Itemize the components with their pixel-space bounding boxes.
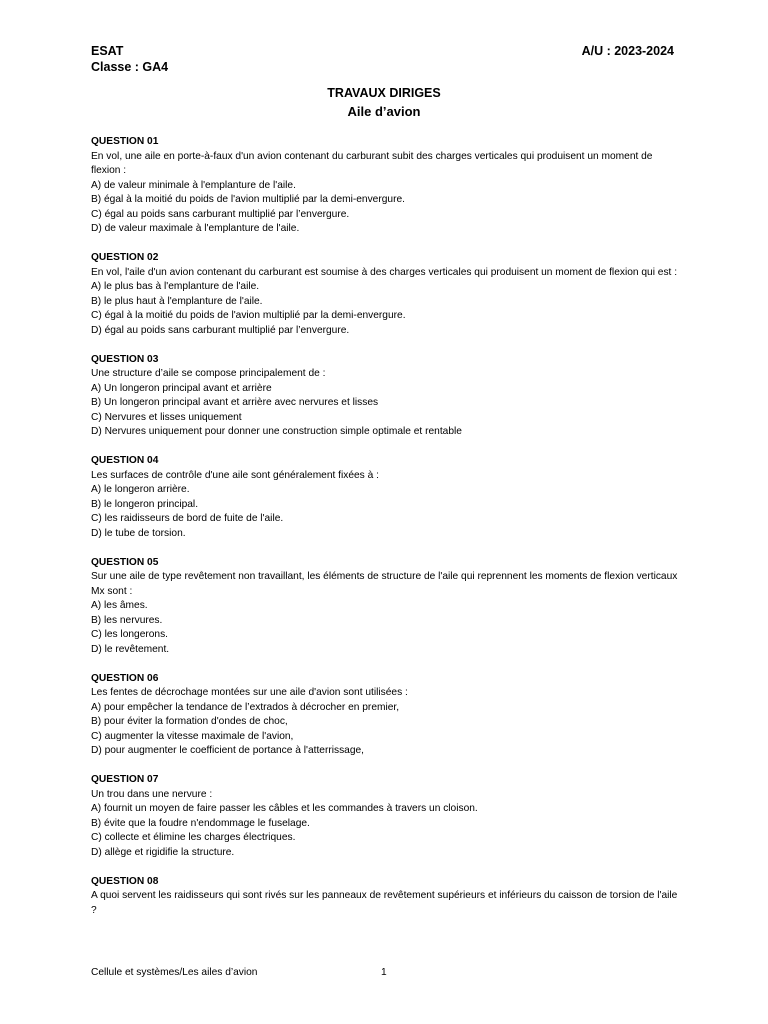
question-text: Un trou dans une nervure : bbox=[91, 788, 213, 800]
question-text: Les fentes de décrochage montées sur une aile d'avion sont utilisées : bbox=[91, 687, 408, 698]
question-04 bbox=[91, 454, 681, 541]
question-05 bbox=[91, 556, 681, 658]
answer-option: C) égal à la moitié du poids de l'avion multiplié par la demi-envergure. bbox=[91, 310, 406, 321]
question-text: En vol, une aile en porte-à-faux d'un avion contenant du carburant subit des charges verticales qui produisent un moment de flexion : bbox=[91, 150, 653, 176]
question-title: QUESTION 06 bbox=[91, 672, 159, 684]
answer-option: B) Un longeron principal avant et arrière avec nervures et lisses bbox=[91, 397, 379, 408]
answer-option: A) les âmes. bbox=[91, 600, 148, 611]
question-text: Les surfaces de contrôle d'une aile sont généralement fixées à : bbox=[91, 469, 379, 481]
answer-option: A) le plus bas à l'emplanture de l'aile. bbox=[91, 281, 260, 292]
questions-list bbox=[91, 135, 681, 933]
academic-year: A/U : 2023-2024 bbox=[581, 44, 674, 58]
question-07 bbox=[91, 773, 681, 860]
question-title: QUESTION 04 bbox=[91, 455, 159, 466]
answer-option: A) pour empêcher la tendance de l’extrados à décrocher en premier, bbox=[91, 701, 400, 713]
answer-option: C) les raidisseurs de bord de fuite de l'aile. bbox=[91, 513, 284, 524]
question-title: QUESTION 02 bbox=[91, 252, 159, 263]
question-08 bbox=[91, 875, 681, 919]
answer-option: C) les longerons. bbox=[91, 629, 169, 640]
question-03 bbox=[91, 353, 681, 440]
answer-option: A) le longeron arrière. bbox=[91, 484, 190, 495]
answer-option: C) augmenter la vitesse maximale de l'avion, bbox=[91, 730, 294, 742]
answer-option: A) Un longeron principal avant et arrière bbox=[91, 382, 272, 394]
question-title: QUESTION 07 bbox=[91, 774, 159, 785]
question-02 bbox=[91, 251, 681, 338]
answer-option: C) Nervures et lisses uniquement bbox=[91, 411, 242, 423]
document-subtitle: Aile d’avion bbox=[347, 104, 421, 119]
question-text: Une structure d’aile se compose principalement de : bbox=[91, 368, 326, 379]
question-title: QUESTION 03 bbox=[91, 353, 159, 365]
answer-option: A) de valeur minimale à l'emplanture de l'aile. bbox=[91, 179, 296, 191]
answer-option: D) égal au poids sans carburant multiplié par l’envergure. bbox=[91, 324, 350, 336]
answer-option: C) égal au poids sans carburant multiplié par l’envergure. bbox=[91, 208, 350, 220]
answer-option: D) Nervures uniquement pour donner une construction simple optimale et rentable bbox=[91, 426, 462, 437]
answer-option: D) le revêtement. bbox=[91, 643, 170, 655]
question-text: En vol, l'aile d'un avion contenant du carburant est soumise à des charges verticales qui produisent un moment de flexion qui est : bbox=[91, 266, 678, 278]
question-title: QUESTION 08 bbox=[91, 875, 159, 887]
header-left bbox=[91, 43, 168, 75]
question-title: QUESTION 01 bbox=[91, 136, 159, 147]
answer-option: B) le plus haut à l'emplanture de l'aile. bbox=[91, 295, 263, 307]
document-title: TRAVAUX DIRIGES bbox=[327, 86, 441, 100]
answer-option: D) allège et rigidifie la structure. bbox=[91, 846, 235, 858]
answer-option: A) fournit un moyen de faire passer les câbles et les commandes à travers un cloison. bbox=[91, 803, 478, 814]
page-number: 1 bbox=[381, 967, 387, 978]
answer-option: C) collecte et élimine les charges électriques. bbox=[91, 832, 296, 843]
answer-option: B) égal à la moitié du poids de l'avion multiplié par la demi-envergure. bbox=[91, 194, 405, 205]
question-06 bbox=[91, 672, 681, 759]
answer-option: B) les nervures. bbox=[91, 614, 163, 626]
footer-course: Cellule et systèmes/Les ailes d’avion bbox=[91, 967, 258, 978]
question-text: Sur une aile de type revêtement non travaillant, les éléments de structure de l'aile qui reprennent les moments de flexion verticaux Mx sont : bbox=[91, 571, 678, 597]
answer-option: D) de valeur maximale à l'emplanture de l'aile. bbox=[91, 223, 300, 234]
question-01 bbox=[91, 135, 681, 237]
answer-option: D) pour augmenter le coefficient de portance à l'atterrissage, bbox=[91, 745, 365, 756]
answer-option: B) le longeron principal. bbox=[91, 498, 199, 510]
answer-option: B) évite que la foudre n'endommage le fuselage. bbox=[91, 817, 310, 829]
question-text: A quoi servent les raidisseurs qui sont rivés sur les panneaux de revêtement supérieurs et inférieurs du caisson de torsion de l'aile ? bbox=[91, 890, 678, 916]
school-name: ESAT bbox=[91, 44, 124, 58]
answer-option: D) le tube de torsion. bbox=[91, 527, 186, 539]
class-label: Classe : GA4 bbox=[91, 60, 169, 74]
answer-option: B) pour éviter la formation d'ondes de choc, bbox=[91, 716, 288, 727]
question-title: QUESTION 05 bbox=[91, 556, 159, 568]
